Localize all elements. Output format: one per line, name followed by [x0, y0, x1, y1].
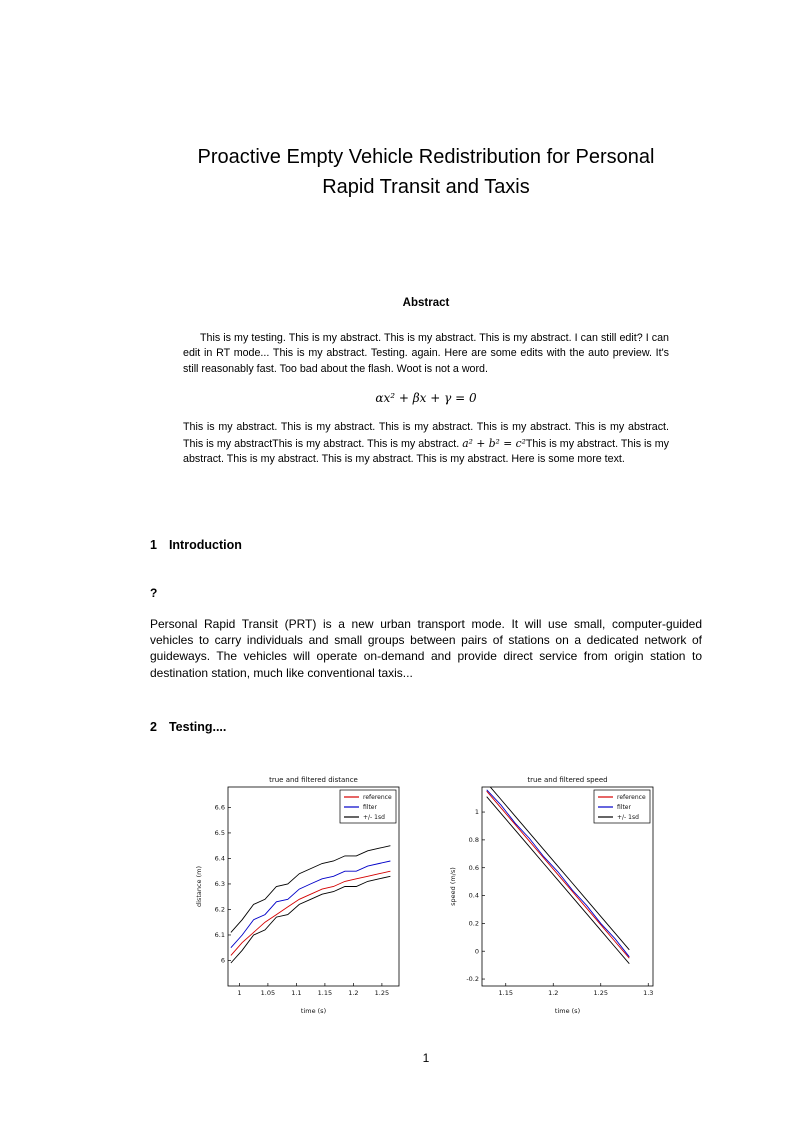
display-equation: αx² + βx + γ = 0 [375, 391, 477, 406]
svg-text:0.8: 0.8 [468, 836, 479, 845]
svg-text:filter: filter [363, 804, 377, 812]
svg-text:filter: filter [617, 804, 631, 812]
svg-text:1.25: 1.25 [374, 989, 390, 997]
question-mark-text: ? [150, 586, 158, 600]
svg-text:0: 0 [474, 947, 479, 956]
svg-text:1: 1 [474, 808, 479, 817]
svg-text:6.5: 6.5 [214, 829, 225, 838]
section-title: Introduction [168, 538, 242, 552]
svg-text:1.15: 1.15 [498, 989, 513, 997]
svg-text:true and filtered distance: true and filtered distance [269, 776, 358, 784]
section-heading-introduction [150, 538, 242, 552]
paper-title-line2: Rapid Transit and Taxis [322, 176, 530, 198]
abstract-heading: Abstract [402, 297, 450, 309]
svg-text:0.4: 0.4 [468, 891, 479, 900]
svg-text:1.2: 1.2 [348, 989, 359, 997]
svg-text:+/- 1sd: +/- 1sd [617, 814, 639, 822]
figures-row [150, 772, 702, 1016]
svg-text:1.3: 1.3 [643, 989, 654, 997]
abstract-paragraph-2-post: This is my abstract. This is my abstract. This is my abstract. This is my abstract. This is my abstract. Here is some more text. [183, 437, 669, 466]
abstract-paragraph-1: This is my testing. This is my abstract. This is my abstract. This is my abstract. I can still edit? I can edit in RT mode... This is my abstract. Testing. again. Here are some edits with the auto preview. It's still reasonably fast. Too bad about the flash. Woot is not a word. [183, 332, 669, 375]
svg-text:time (s): time (s) [554, 1007, 581, 1015]
svg-text:6.4: 6.4 [214, 854, 225, 863]
abstract-paragraph-2-pre: This is my abstract. This is my abstract. This is my abstract. This is my abstract. This is my abstract. This is my abstractThis is my abstract. This is my abstract. [183, 421, 669, 450]
svg-text:6.3: 6.3 [214, 880, 225, 889]
svg-text:+/- 1sd: +/- 1sd [363, 814, 385, 822]
speed-chart [446, 772, 660, 1016]
svg-text:reference: reference [617, 794, 646, 802]
svg-text:speed (m/s): speed (m/s) [449, 867, 457, 906]
section-number: 2 [150, 720, 157, 734]
introduction-paragraph: Personal Rapid Transit (PRT) is a new urban transport mode. It will use small, computer-guided vehicles to carry individuals and small groups between pairs of stations on a dedicated network of guideways. The vehicles will operate on-demand and provide direct service from origin station to destination station, much like conventional taxis... [150, 617, 702, 680]
abstract-paragraph-2 [183, 420, 669, 467]
page-number: 1 [422, 1051, 430, 1065]
svg-text:distance (m): distance (m) [195, 865, 203, 908]
paper-title [121, 142, 731, 202]
svg-text:1: 1 [237, 989, 242, 997]
svg-text:1.2: 1.2 [548, 989, 559, 997]
svg-text:1.1: 1.1 [291, 989, 302, 997]
svg-text:time (s): time (s) [300, 1007, 327, 1015]
abstract-section [183, 297, 669, 467]
svg-text:-0.2: -0.2 [466, 975, 479, 984]
svg-text:6.2: 6.2 [214, 905, 225, 914]
section-heading-testing [150, 720, 226, 734]
svg-text:1.15: 1.15 [317, 989, 333, 997]
svg-text:1.05: 1.05 [260, 989, 276, 997]
svg-text:true and filtered speed: true and filtered speed [527, 776, 608, 784]
svg-text:6.1: 6.1 [214, 931, 225, 940]
svg-text:6: 6 [220, 956, 225, 965]
distance-chart [192, 772, 406, 1016]
svg-text:6.6: 6.6 [214, 803, 225, 812]
paper-title-line1: Proactive Empty Vehicle Redistribution for Personal [197, 146, 655, 168]
section-title: Testing.... [168, 720, 227, 734]
inline-equation: a² + b² = c² [462, 436, 526, 450]
section-number: 1 [150, 538, 157, 552]
svg-text:0.6: 0.6 [468, 863, 479, 872]
svg-text:0.2: 0.2 [468, 919, 479, 928]
svg-text:reference: reference [363, 794, 392, 802]
svg-text:1.25: 1.25 [593, 989, 608, 997]
